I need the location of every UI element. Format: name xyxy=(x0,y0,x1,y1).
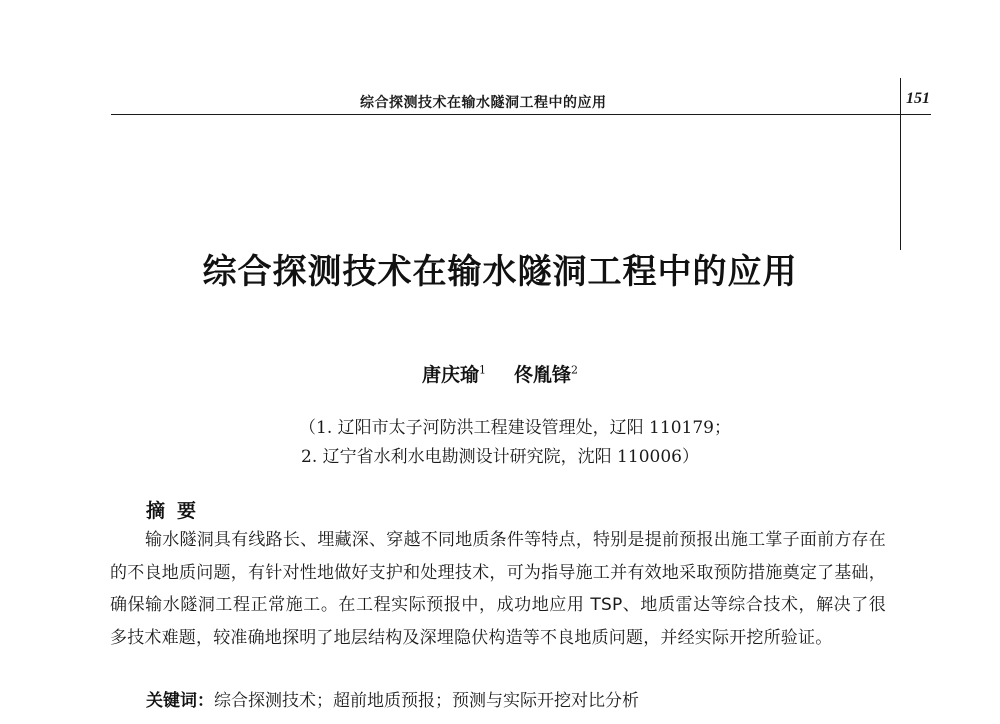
affiliations xyxy=(0,414,1000,472)
keywords-text: 综合探测技术；超前地质预报；预测与实际开挖对比分析 xyxy=(214,691,639,711)
author-name: 佟胤锋 xyxy=(514,364,572,386)
abstract-body: 输水隧洞具有线路长、埋藏深、穿越不同地质条件等特点，特别是提前预报出施工掌子面前方存在的不良地质问题，有针对性地做好支护和处理技术，可为指导施工并有效地采取预防措施奠定了基础，确保输水隧洞工程正常施工。在工程实际预报中，成功地应用 TSP、地质雷达等综合技术，解决了很多技术难题，较准确地探明了地层结构及深埋隐伏构造等不良地质问题，并经实际开挖所验证。 xyxy=(110,530,886,648)
header-rule xyxy=(111,114,931,115)
affiliation-line: （1. 辽阳市太子河防洪工程建设管理处，辽阳 110179； xyxy=(299,418,731,438)
running-title: 综合探测技术在输水隧洞工程中的应用 xyxy=(360,95,607,111)
paper-title: 综合探测技术在输水隧洞工程中的应用 xyxy=(202,252,798,292)
keywords-line xyxy=(146,686,639,711)
running-header xyxy=(0,92,1000,122)
author-affiliation-mark: 2 xyxy=(571,363,579,377)
author-line xyxy=(0,360,1000,387)
affiliation-line: 2. 辽宁省水利水电勘测设计研究院，沈阳 110006） xyxy=(301,447,699,467)
abstract-heading: 摘要 xyxy=(146,500,209,522)
keywords-label: 关键词： xyxy=(146,691,214,711)
margin-rule xyxy=(900,78,901,250)
page-number: 151 xyxy=(906,90,930,107)
author-affiliation-mark: 1 xyxy=(479,363,486,377)
author-name: 唐庆瑜 xyxy=(421,364,479,386)
